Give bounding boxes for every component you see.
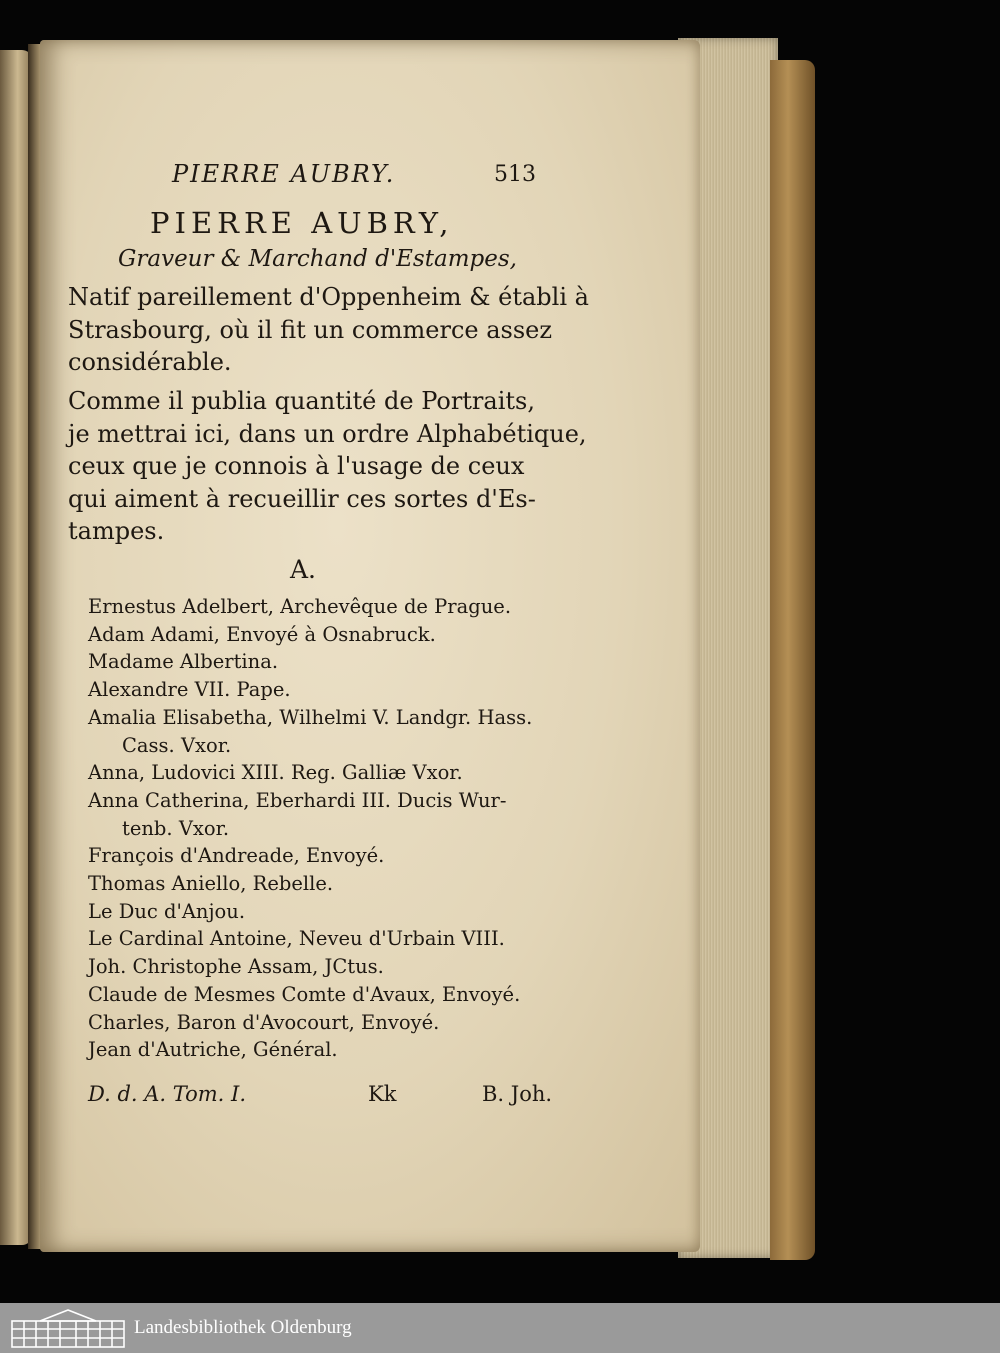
list-item: Le Duc d'Anjou. — [88, 899, 246, 923]
text-line: considérable. — [68, 348, 232, 376]
footer-catchword: B. Joh. — [482, 1082, 553, 1106]
list-item: Amalia Elisabetha, Wilhelmi V. Landgr. Hass. — [88, 705, 533, 729]
library-building-icon — [8, 1307, 128, 1349]
list-item: Jean d'Autriche, Général. — [88, 1038, 338, 1062]
list-item: Joh. Christophe Assam, JCtus. — [88, 955, 384, 979]
running-head: PIERRE AUBRY. — [172, 160, 396, 188]
paragraph-portraits — [68, 385, 587, 548]
text-line: Comme il publia quantité de Portraits, — [68, 387, 535, 415]
page-subtitle: Graveur & Marchand d'Estampes, — [118, 246, 517, 272]
footer-signature: D. d. A. Tom. I. — [88, 1082, 247, 1106]
text-line: tampes. — [68, 517, 165, 545]
text-line: qui aiment à recueillir ces sortes d'Es- — [68, 484, 536, 513]
list-item: Ernestus Adelbert, Archevêque de Prague. — [88, 595, 512, 618]
text-line: je mettrai ici, dans un ordre Alphabétique, — [68, 419, 587, 448]
list-item: Madame Albertina. — [88, 650, 279, 674]
list-item: Thomas Aniello, Rebelle. — [88, 872, 334, 896]
text-line: Natif pareillement d'Oppenheim & établi à — [68, 283, 589, 311]
library-banner — [0, 1303, 1000, 1353]
list-item: Anna, Ludovici XIII. Reg. Galliæ Vxor. — [88, 761, 463, 785]
list-item: Cass. Vxor. — [122, 733, 232, 757]
list-item: François d'Andreade, Envoyé. — [88, 844, 385, 868]
page-title: PIERRE AUBRY, — [150, 206, 454, 240]
text-line: Strasbourg, où il fit un commerce assez — [68, 315, 553, 344]
list-item: Claude de Mesmes Comte d'Avaux, Envoyé. — [88, 982, 521, 1006]
text-line: ceux que je connois à l'usage de ceux — [68, 452, 525, 480]
list-item: Le Cardinal Antoine, Neveu d'Urbain VIII. — [88, 927, 505, 951]
list-item: Charles, Baron d'Avocourt, Envoyé. — [88, 1010, 440, 1034]
footer-gathering-mark: Kk — [368, 1082, 397, 1106]
list-item: Alexandre VII. Pape. — [88, 678, 291, 702]
section-letter: A. — [290, 555, 317, 584]
page-number: 513 — [494, 162, 536, 187]
list-item: Adam Adami, Envoyé à Osnabruck. — [88, 622, 436, 646]
paragraph-intro — [68, 281, 589, 379]
book-cover-edge — [770, 60, 815, 1260]
library-name: Landesbibliothek Oldenburg — [134, 1317, 352, 1338]
list-item: tenb. Vxor. — [122, 816, 230, 840]
list-item: Anna Catherina, Eberhardi III. Ducis Wur- — [88, 788, 507, 812]
portrait-list — [88, 593, 532, 1064]
